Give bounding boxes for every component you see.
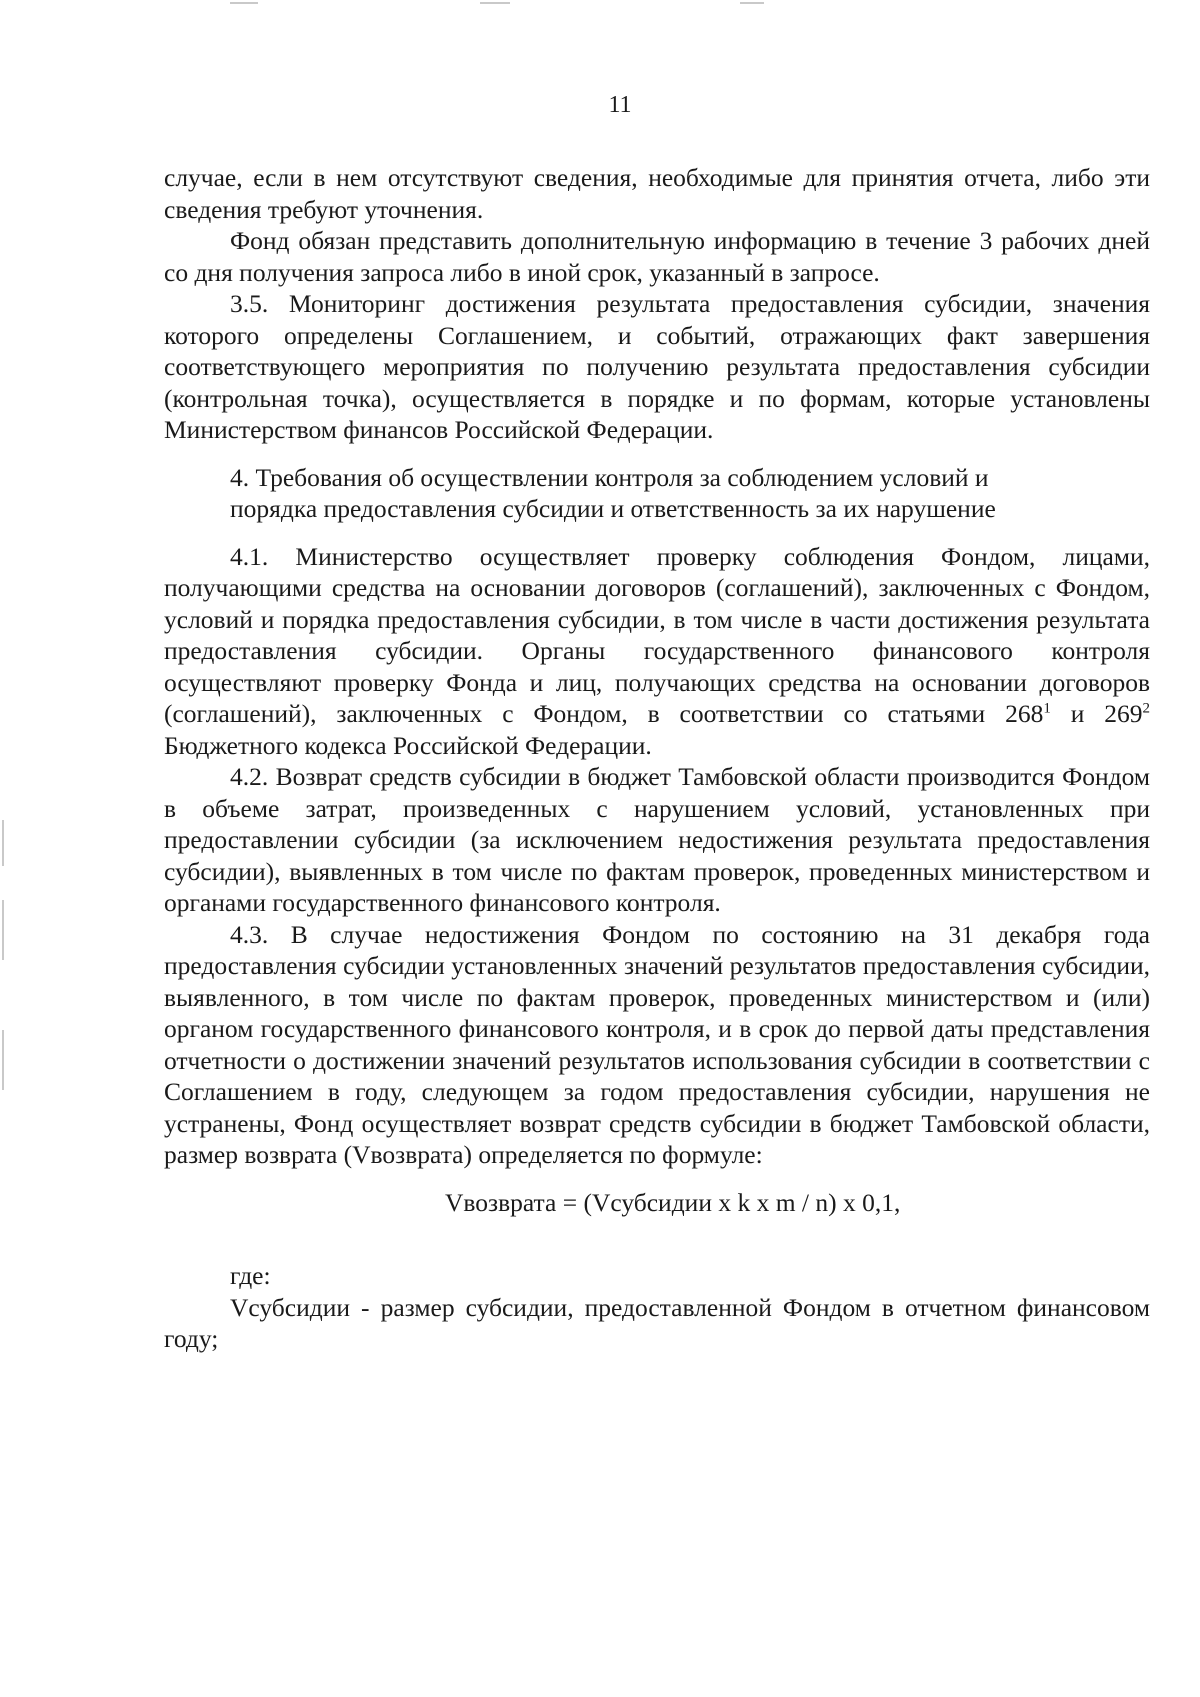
footnote-mark-2: 2	[1142, 700, 1151, 717]
scan-artifact	[740, 2, 764, 4]
section-4-heading-line-2: порядка предоставления субсидии и ответственность за их нарушение	[230, 494, 996, 523]
paragraph-4-1	[164, 541, 1150, 762]
definition-vsubsidii: Vсубсидии - размер субсидии, предоставленной Фондом в отчетном финансовом году;	[164, 1292, 1150, 1353]
scan-artifact	[2, 820, 4, 866]
paragraph-4-1-text-mid: и 269	[1050, 699, 1143, 728]
document-body	[164, 162, 1150, 1355]
paragraph-additional-info: Фонд обязан представить дополнительную информацию в течение 3 рабочих дней со дня получения запроса либо в иной срок, указанный в запросе.	[164, 226, 1150, 287]
paragraph-4-1-text-b: Бюджетного кодекса Российской Федерации.	[164, 730, 652, 760]
paragraph-3-5-monitoring: 3.5. Мониторинг достижения результата предоставления субсидии, значения которого определены Соглашением, и событий, отражающих факт завершения соответствующего мероприятия по получению результата предоставления субсидии (контрольная точка), осуществляется в порядке и по формам, которые установлены Министерством финансов Российской Федерации.	[164, 289, 1150, 444]
where-label: где:	[230, 1261, 271, 1290]
paragraph-4-3: 4.3. В случае недостижения Фондом по состоянию на 31 декабря года предоставления субсидии установленных значений результатов предоставления субсидии, выявленного, в том числе по фактам проверок, проведенных министерством и (или) органом государственного финансового контроля, и в срок до первой даты представления отчетности о достижении значений результатов использования субсидии в соответствии с Соглашением в году, следующем за годом предоставления субсидии, нарушения не устранены, Фонд осуществляет возврат средств субсидии в бюджет Тамбовской области, размер возврата (Vвозврата) определяется по формуле:	[164, 919, 1150, 1169]
page-number: 11	[608, 92, 632, 118]
section-4-heading-line-1: 4. Требования об осуществлении контроля за соблюдением условий и	[230, 462, 989, 492]
footnote-mark-1: 1	[1043, 700, 1051, 717]
return-formula: Vвозврата = (Vсубсидии x k x m / n) x 0,1,	[445, 1187, 901, 1217]
scan-artifact	[2, 1030, 4, 1090]
scan-artifact	[2, 900, 4, 960]
section-4-heading	[164, 462, 1150, 525]
scan-artifact	[230, 2, 258, 4]
scan-artifact	[480, 2, 510, 4]
paragraph-continuation: случае, если в нем отсутствуют сведения, необходимые для принятия отчета, либо эти сведения требуют уточнения.	[164, 163, 1150, 224]
paragraph-4-2: 4.2. Возврат средств субсидии в бюджет Тамбовской области производится Фондом в объеме затрат, произведенных с нарушением условий, установленных при предоставлении субсидии (за исключением недостижения результата предоставления субсидии), выявленных в том числе по фактам проверок, проведенных министерством и органами государственного финансового контроля.	[164, 762, 1150, 917]
paragraph-4-1-text-a: 4.1. Министерство осуществляет проверку соблюдения Фондом, лицами, получающими средства на основании договоров (соглашений), заключенных с Фондом, условий и порядка предоставления субсидии, в том числе в части достижения результата предоставления субсидии. Органы государственного финансового контроля осуществляют проверку Фонда и лиц, получающих средства на основании договоров (соглашений), заключенных с Фондом, в соответствии со статьями 268	[164, 541, 1150, 728]
